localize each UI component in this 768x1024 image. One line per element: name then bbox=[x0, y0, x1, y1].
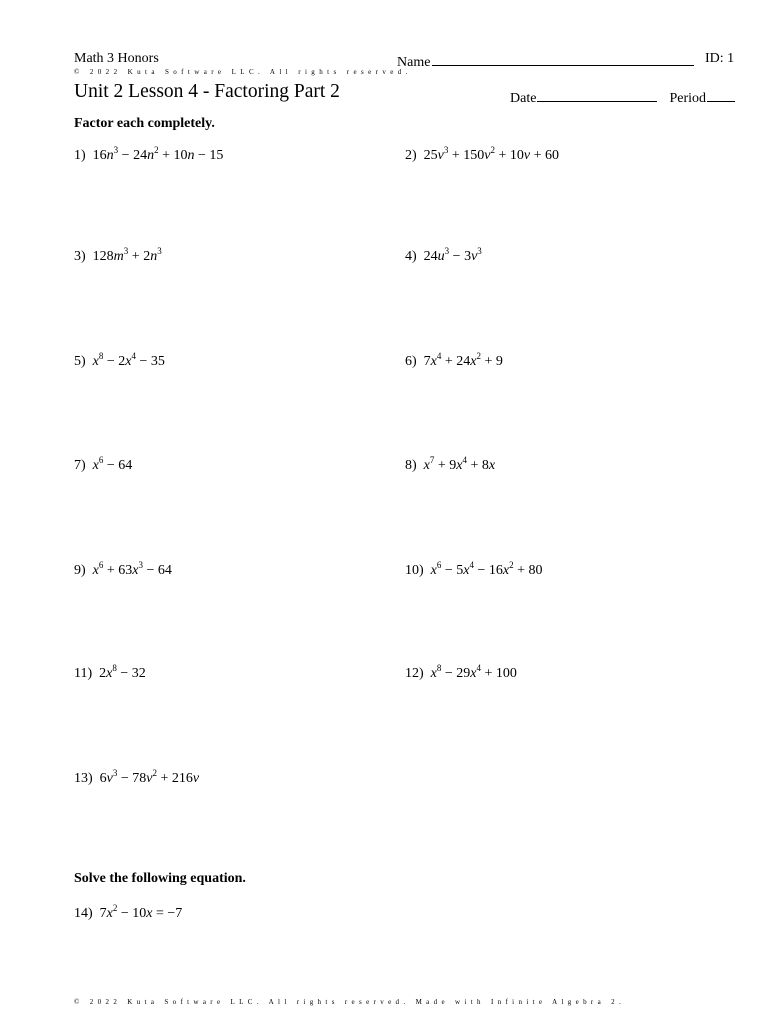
name-field bbox=[397, 51, 694, 71]
page-title: Unit 2 Lesson 4 - Factoring Part 2 bbox=[74, 81, 340, 102]
problem-number: 12) bbox=[405, 666, 424, 681]
problem-number: 2) bbox=[405, 148, 417, 163]
period-blank-line bbox=[707, 87, 735, 102]
problem-number: 9) bbox=[74, 563, 86, 578]
problem-number: 8) bbox=[405, 458, 417, 473]
problem-11 bbox=[74, 663, 146, 682]
problem-expression: $2x^8 - 32$ bbox=[99, 663, 146, 681]
problem-2 bbox=[405, 145, 560, 164]
problem-8 bbox=[405, 455, 496, 474]
problem-number: 10) bbox=[405, 563, 424, 578]
problem-10 bbox=[405, 560, 543, 579]
problem-expression: $x^7 + 9x^4 + 8x$ bbox=[423, 455, 496, 473]
problem-expression: $128m^3 + 2n^3$ bbox=[92, 246, 162, 264]
problem-number: 11) bbox=[74, 666, 93, 681]
problem-number: 14) bbox=[74, 906, 93, 921]
problem-expression: $x^8 - 2x^4 - 35$ bbox=[92, 351, 165, 369]
date-blank-line bbox=[537, 87, 657, 102]
problem-12 bbox=[405, 663, 517, 682]
problem-expression: $7x^2 - 10x = -7$ bbox=[99, 903, 183, 921]
problem-expression: $x^6 - 5x^4 - 16x^2 + 80$ bbox=[430, 560, 543, 578]
period-label: Period bbox=[669, 91, 706, 106]
problem-expression: $25v^3 + 150v^2 + 10v + 60$ bbox=[423, 145, 560, 163]
copyright-header: © 2022 Kuta Software LLC. All rights reserved. bbox=[74, 68, 412, 76]
problem-expression: $6v^3 - 78v^2 + 216v$ bbox=[99, 768, 200, 786]
problem-5 bbox=[74, 351, 165, 370]
course-name: Math 3 Honors bbox=[74, 51, 159, 66]
problem-1 bbox=[74, 145, 224, 164]
name-blank-line bbox=[432, 51, 694, 66]
problem-3 bbox=[74, 246, 162, 265]
problem-number: 4) bbox=[405, 249, 417, 264]
problem-4 bbox=[405, 246, 482, 265]
problem-14 bbox=[74, 903, 183, 922]
copyright-footer: © 2022 Kuta Software LLC. All rights reserved. Made with Infinite Algebra 2. bbox=[74, 998, 626, 1006]
worksheet-id: ID: 1 bbox=[705, 51, 735, 66]
problem-number: 13) bbox=[74, 771, 93, 786]
problem-6 bbox=[405, 351, 503, 370]
problem-number: 1) bbox=[74, 148, 86, 163]
problem-number: 7) bbox=[74, 458, 86, 473]
date-label: Date bbox=[510, 91, 537, 106]
problem-expression: $24u^3 - 3v^3$ bbox=[423, 246, 482, 264]
factor-instructions: Factor each completely. bbox=[74, 116, 215, 131]
problem-expression: $16n^3 - 24n^2 + 10n - 15$ bbox=[92, 145, 224, 163]
problem-13 bbox=[74, 768, 200, 787]
problem-expression: $x^8 - 29x^4 + 100$ bbox=[430, 663, 517, 681]
problem-7 bbox=[74, 455, 133, 474]
problem-number: 3) bbox=[74, 249, 86, 264]
problem-number: 5) bbox=[74, 354, 86, 369]
problem-expression: $x^6 + 63x^3 - 64$ bbox=[92, 560, 172, 578]
problem-expression: $x^6 - 64$ bbox=[92, 455, 133, 473]
problem-9 bbox=[74, 560, 172, 579]
name-label: Name bbox=[397, 55, 431, 70]
solve-instructions: Solve the following equation. bbox=[74, 871, 246, 886]
problem-expression: $7x^4 + 24x^2 + 9$ bbox=[423, 351, 503, 369]
date-period-fields bbox=[510, 87, 735, 107]
problem-number: 6) bbox=[405, 354, 417, 369]
